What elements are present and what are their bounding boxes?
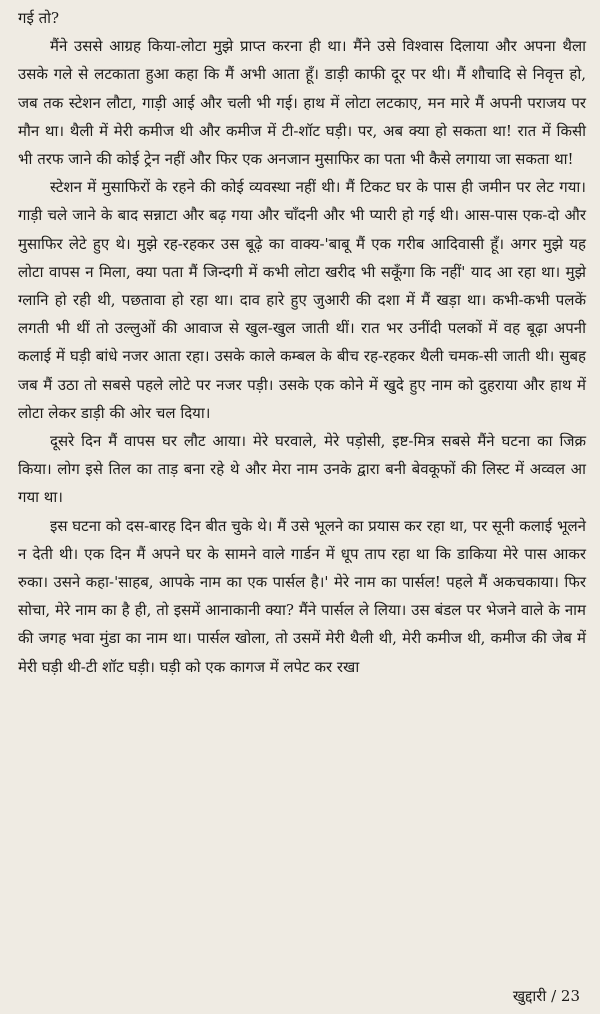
paragraph-3: स्टेशन में मुसाफिरों के रहने की कोई व्यवस्था नहीं थी। मैं टिकट घर के पास ही जमीन पर लेट गया। गाड़ी चले जाने के बाद सन्नाटा और बढ़ गया और चाँदनी और भी प्यारी हो गई थी। आस-पास एक-दो और मुसाफिर लेटे हुए थे। मुझे रह-रहकर उस बूढ़े का वाक्य-'बाबू मैं एक गरीब आदिवासी हूँ। अगर मुझे यह लोटा वापस न मिला, क्या पता मैं जिन्दगी में कभी लोटा खरीद भी सकूँगा कि नहीं' याद आ रहा था। मुझे ग्लानि हो रही थी, पछतावा हो रहा था। दाव हारे हुए जुआरी की दशा में मैं खड़ा था। कभी-कभी पलकें लगती भी थीं तो उल्लुओं की आवाज से खुल-खुल जाती थीं। रात भर उनींदी पलकों में वह बूढ़ा अपनी कलाई में घड़ी बांधे नजर आता रहा। उसके काले कम्बल के बीच रह-रहकर थैली चमक-सी जाती थी। सुबह जब मैं उठा तो सबसे पहले लोटे पर नजर पड़ी। उसके एक कोने में खुदे हुए नाम को दुहराया और हाथ में लोटा लेकर डाड़ी की ओर चल दिया। (18, 178, 586, 422)
paragraph-2: मैंने उससे आग्रह किया-लोटा मुझे प्राप्त करना ही था। मैंने उसे विश्वास दिलाया और अपना थैला उसके गले से लटकाता हुआ कहा कि मैं अभी आता हूँ। डाड़ी काफी दूर पर थी। मैं शौचादि से निवृत्त हो, जब तक स्टेशन लौटा, गाड़ी आई और चली भी गई। हाथ में लोटा लटकाए, मन मारे मैं अपनी पराजय पर मौन था। थैली में मेरी कमीज थी और कमीज में टी-शॉट घड़ी। पर, अब क्या हो सकता था! रात में किसी भी तरफ जाने की कोई ट्रेन नहीं और फिर एक अनजान मुसाफिर का पता भी कैसे लगाया जा सकता था! (18, 37, 586, 169)
paragraph-1: गई तो? (18, 9, 60, 27)
body-text (18, 4, 586, 681)
paragraph-5: इस घटना को दस-बारह दिन बीत चुके थे। मैं उसे भूलने का प्रयास कर रहा था, पर सूनी कलाई भूलने न देती थी। एक दिन मैं अपने घर के सामने वाले गार्डन में धूप ताप रहा था कि डाकिया मेरे पास आकर रुका। उसने कहा-'साहब, आपके नाम का एक पार्सल है।' मेरे नाम का पार्सल! पहले मैं अकचकाया। फिर सोचा, मेरे नाम का है ही, तो इसमें आनाकानी क्या? मैंने पार्सल ले लिया। उस बंडल पर भेजने वाले के नाम की जगह भवा मुंडा का नाम था। पार्सल खोला, तो उसमें मेरी थैली थी, मेरी कमीज थी, कमीज की जेब में मेरी घड़ी थी-टी शॉट घड़ी। घड़ी को एक कागज में लपेट कर रखा (18, 516, 586, 676)
paragraph-4: दूसरे दिन मैं वापस घर लौट आया। मेरे घरवाले, मेरे पड़ोसी, इष्ट-मित्र सबसे मैंने घटना का जिक्र किया। लोग इसे तिल का ताड़ बना रहे थे और मेरा नाम उनके द्वारा बनी बेवकूफों की लिस्ट में अव्वल आ गया था। (18, 432, 586, 507)
page-footer: खुद्दारी / 23 (512, 987, 580, 1005)
